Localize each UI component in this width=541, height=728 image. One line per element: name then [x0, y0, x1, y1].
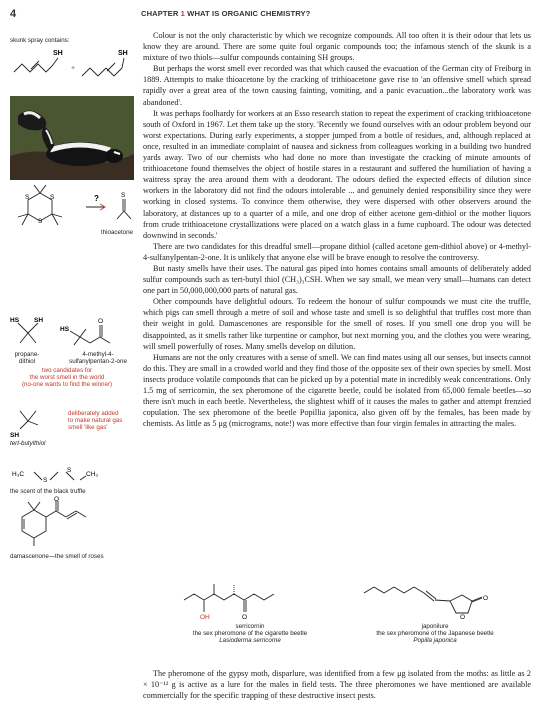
svg-text:SH: SH [34, 317, 44, 324]
damascenone-label: damascenone—the smell of roses [10, 553, 104, 560]
svg-text:S: S [67, 467, 72, 474]
paragraph-7: Humans are not the only creatures with a sense of smell. We can find mates using all our senses, but insects cannot do this. They are small in a crowded world and they find those of the opposite sex of their own species by smell. Most insects produce volatile compounds that can be picked up by a potential mate in incredibly weak concentrations. Only 1.5 mg of serricornin, the sex pheromone of the cigarette beetle, could be isolated from 65,000 female beetles—so there isn't much in each beetle. Nevertheless, the slightest whiff of it causes the males to gather and attempt frenzied copulation. The sex pheromone of the beetle Popillia japonica, also given off by the females, has been made by chemists. As little as 5 μg (micrograms, note!) was more effective than four virgin females in attracting the males. [143, 352, 531, 429]
svg-text:SH: SH [118, 50, 128, 57]
svg-text:+: + [71, 65, 76, 72]
serricornin-structure [180, 580, 300, 620]
thioacetone-label: thioacetone [101, 229, 133, 236]
paragraph-5: But nasty smells have their uses. The natural gas piped into homes contains small amounts of deliberately added sulfur compounds such as tert-butyl thiol (CH₃)₃CSH. When we say small, we mean very small—humans can detect one part in 50,000,000,000 parts of natural gas. [143, 263, 531, 296]
candidates-note [8, 367, 126, 388]
serricornin-description: the sex pheromone of the cigarette beetle [192, 630, 308, 638]
paragraph-6: Other compounds have delightful odours. To redeem the honour of sulfur compounds we must cite the truffle, which pigs can smell through a metre of soil and whose taste and smell is so delightful that truffles cost more than their weight in gold. Damascenones are responsible for the smell of roses. If you smell one drop you will be disappointed, as it smells rather like turpentine or camphor, but next morning you, and the clothes you were wearing, will smell powerfully of roses. Many smells develop on dilution. [143, 297, 531, 351]
margin-sidebar [0, 0, 135, 728]
bottom-text [143, 668, 531, 701]
skunk-photo [10, 96, 134, 180]
smell-candidates-structures [8, 315, 136, 349]
japonilure-name: japonilure [421, 623, 449, 630]
paragraph-2: But perhaps the worst smell ever recorded was that which caused the evacuation of the German city of Freiburg in 1889. Attempts to make thioacetone by the cracking of trithioacetone gave rise to 'an offensive smell which spread rapidly over a great area of the town causing fainting, vomiting, and a panic evacuation...the laboratory work was abandoned'. [143, 64, 531, 107]
damascenone-structure [14, 496, 98, 550]
svg-text:?: ? [94, 194, 99, 203]
chapter-title: WHAT IS ORGANIC CHEMISTRY? [187, 9, 311, 18]
tert-butylthiol-label: tert-butylthiol [10, 440, 46, 447]
svg-text:S: S [38, 218, 43, 225]
truffle-label: the scent of the black truffle [10, 488, 86, 495]
svg-text:S: S [43, 477, 48, 484]
japonilure-description: the sex pheromone of the Japanese beetle [376, 630, 494, 638]
serricornin-caption [165, 623, 335, 645]
chapter-prefix: CHAPTER [141, 9, 179, 18]
skunk-label: skunk spray contains: [10, 37, 70, 44]
tert-butylthiol-structure [8, 397, 68, 437]
page-number: 4 [10, 8, 17, 20]
svg-text:O: O [54, 496, 60, 503]
candidates-note-line3: (no-one wants to find the winner) [21, 381, 113, 388]
paragraph-1: Colour is not the only characteristic by which we recognize compounds. All too often it is their odour that lets us know they are around. There are some quite foul organic compounds too; the infamous stench of the skunk is a mixture of two thiols—sulfur compounds containing SH groups. [143, 31, 531, 63]
japonilure-structure [360, 575, 535, 620]
chapter-heading [141, 9, 310, 18]
svg-text:HS: HS [10, 317, 20, 324]
svg-text:S: S [121, 192, 126, 199]
svg-text:O: O [460, 614, 466, 621]
paragraph-8: The pheromone of the gypsy moth, disparlure, was identified from a few μg isolated from the moths: as little as 2 × 10⁻¹² g is active as a lure for the males in field tests. The three pheromones we have mentioned are available commercially for the specific trapping of these destructive insect pests. [143, 669, 531, 701]
svg-text:S: S [25, 194, 30, 201]
paragraph-4: There are two candidates for this dreadful smell—propane dithiol (called acetone gem-dithiol above) or 4-methyl-4-sulfanylpentan-2-one. It is unlikely that anyone else will be brave enough to resolve the controversy. [143, 241, 531, 262]
trithioacetone-structure [8, 183, 136, 231]
svg-text:O: O [98, 318, 104, 325]
skunk-photo-image [10, 96, 134, 180]
propane-dithiol-label: propane- dithiol [14, 351, 40, 365]
natural-gas-note: deliberately added to make natural gas smell 'like gas' [68, 410, 123, 431]
japonilure-caption [350, 623, 520, 645]
svg-text:CH₃: CH₃ [86, 471, 99, 478]
main-text [143, 30, 531, 429]
svg-text:O: O [483, 595, 489, 602]
svg-text:OH: OH [200, 614, 210, 621]
candidates-note-line2: the worst smell in the world [29, 374, 105, 381]
candidates-note-line1: two candidates for [41, 367, 93, 374]
skunk-thiols-structure [8, 44, 136, 90]
serricornin-name: serricornin [235, 623, 265, 630]
mercapto-ketone-label: 4-methyl-4- sulfanylpentan-2-one [69, 351, 127, 365]
truffle-structure [8, 462, 136, 488]
svg-text:SH: SH [53, 50, 63, 57]
svg-text:HS: HS [60, 326, 70, 333]
svg-text:O: O [242, 614, 248, 621]
chapter-number: 1 [180, 9, 185, 18]
svg-text:S: S [50, 194, 55, 201]
serricornin-species: Lasioderma serricorne [219, 637, 281, 645]
japonilure-species: Popilla japonica [413, 637, 457, 645]
svg-text:SH: SH [10, 432, 20, 439]
svg-text:H₃C: H₃C [12, 471, 25, 478]
paragraph-3: It was perhaps foolhardy for workers at an Esso research station to repeat the experiment of cracking trithioacetone south of Oxford in 1967. Let them take up the story. 'Recently we found ourselves with an odour problem beyond our worst expectations. During early experiments, a stopper jumped from a bottle of residues, and, although replaced at once, resulted in an immediate complaint of nausea and sickness from colleagues working in a building two hundred yards away. Two of our chemists who had done no more than investigate the cracking of minute amounts of trithioacetone found themselves the object of hostile stares in a restaurant and suffered the humiliation of having a waitress spray the area around them with a deodorant. The odours defied the expected effects of dilution since workers in the laboratory did not find the odours intolerable ... and genuinely denied responsibility since they were working in closed systems. To convince them otherwise, they were dispersed with other observers around the laboratory, at distances up to a quarter of a mile, and one drop of either acetone gem-dithiol or the mother liquors from crude trithioacetone crystallizations were placed on a watch glass in a fume cupboard. The odour was detected downwind in seconds.' [143, 108, 531, 240]
